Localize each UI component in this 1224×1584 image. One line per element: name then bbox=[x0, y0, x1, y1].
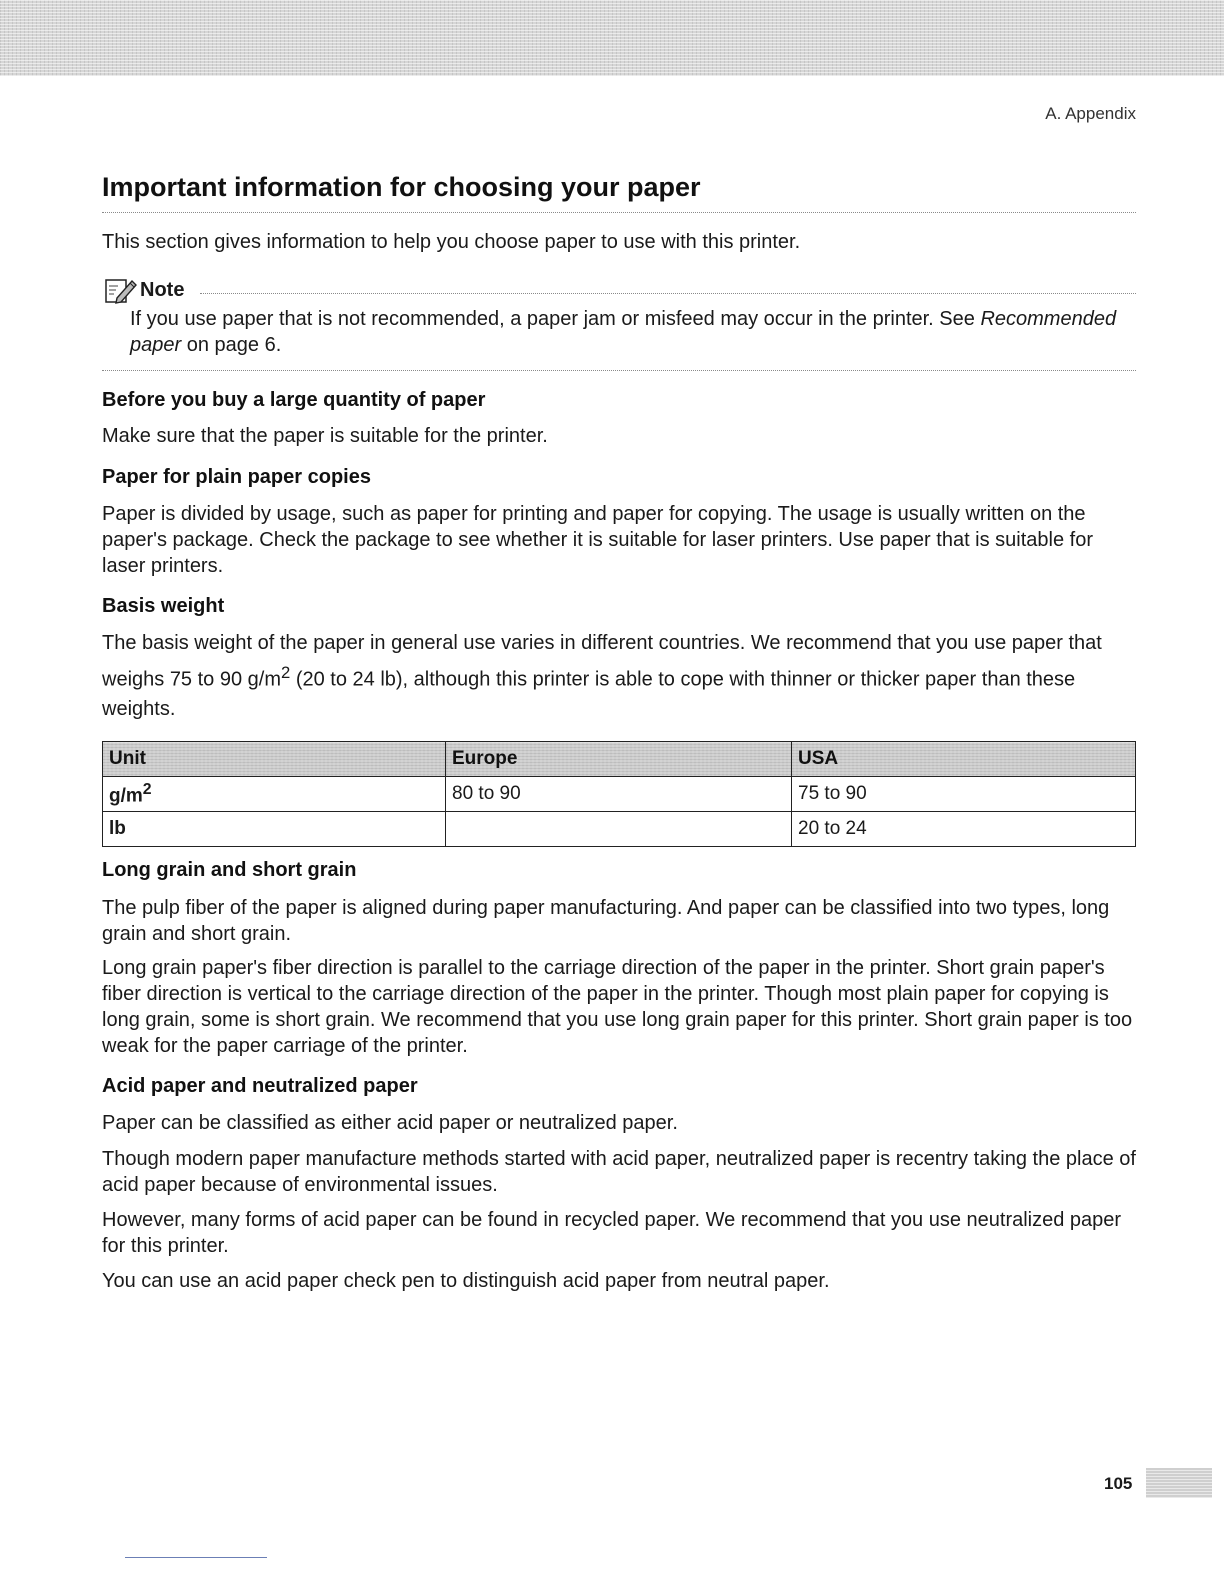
note-text-before: If you use paper that is not recommended, a paper jam or misfeed may occur in the printer. See bbox=[130, 308, 981, 330]
table-cell-unit: lb bbox=[103, 812, 446, 847]
table-cell-europe: 80 to 90 bbox=[446, 777, 792, 812]
acid-text-3: However, many forms of acid paper can be found in recycled paper. We recommend that you use neutralized paper for this printer. bbox=[102, 1209, 1122, 1257]
heading-buy: Before you buy a large quantity of paper bbox=[102, 389, 486, 411]
plain-paper-text: Paper is divided by usage, such as paper for printing and paper for copying. The usage is usually written on the paper's package. Check the package to see whether it is suitable for laser printers. Use paper that is suitable for laser printers. bbox=[102, 503, 1094, 577]
note-divider bbox=[200, 293, 1136, 294]
heading-grain: Long grain and short grain bbox=[102, 859, 357, 881]
footer-rule bbox=[125, 1557, 267, 1558]
note-pencil-icon bbox=[104, 276, 138, 304]
grain-text-2: Long grain paper's fiber direction is parallel to the carriage direction of the paper in the printer. Short grain paper's fiber direction is vertical to the carriage direction of the paper in the printer. Though most plain paper for copying is long grain, some is short grain. We recommend that you use long grain paper for this printer. Short grain paper is too weak for the paper carriage of the printer. bbox=[102, 957, 1133, 1057]
basis-text-1: The basis weight of the paper in general use varies in different countries. We recommend that you use paper that weighs 75 to 90 g/m bbox=[102, 632, 1102, 691]
note-end-divider bbox=[102, 370, 1136, 371]
table-row bbox=[103, 812, 1136, 847]
header-band bbox=[0, 0, 1224, 76]
table-header-row bbox=[103, 742, 1136, 777]
table-header-usa: USA bbox=[792, 742, 1136, 777]
table-cell-usa: 20 to 24 bbox=[792, 812, 1136, 847]
basis-superscript: 2 bbox=[281, 663, 291, 682]
grain-text-1: The pulp fiber of the paper is aligned during paper manufacturing. And paper can be classified into two types, long grain and short grain. bbox=[102, 897, 1110, 945]
table-header-europe: Europe bbox=[446, 742, 792, 777]
unit-gsm-superscript: 2 bbox=[142, 780, 152, 798]
page-title: Important information for choosing your paper bbox=[102, 172, 701, 202]
basis-weight-text bbox=[102, 629, 1136, 724]
table-cell-usa: 75 to 90 bbox=[792, 777, 1136, 812]
table-header-unit: Unit bbox=[103, 742, 446, 777]
unit-gsm: g/m bbox=[109, 785, 143, 807]
page-number: 105 bbox=[1104, 1474, 1133, 1493]
acid-text-4: You can use an acid paper check pen to distinguish acid paper from neutral paper. bbox=[102, 1270, 830, 1292]
heading-basis-weight: Basis weight bbox=[102, 595, 225, 617]
title-divider bbox=[102, 212, 1136, 213]
intro-text: This section gives information to help you choose paper to use with this printer. bbox=[102, 231, 801, 253]
heading-plain-paper: Paper for plain paper copies bbox=[102, 466, 371, 488]
recommended-paper-link[interactable]: Recommended paper bbox=[130, 308, 1117, 356]
note-label: Note bbox=[140, 278, 185, 301]
note-text bbox=[130, 306, 1130, 358]
heading-acid-paper: Acid paper and neutralized paper bbox=[102, 1075, 418, 1097]
acid-text-1: Paper can be classified as either acid paper or neutralized paper. bbox=[102, 1112, 678, 1134]
acid-text-2: Though modern paper manufacture methods started with acid paper, neutralized paper is recentry taking the place of acid paper because of environmental issues. bbox=[102, 1148, 1136, 1196]
buy-text: Make sure that the paper is suitable for the printer. bbox=[102, 425, 548, 447]
table-cell-europe bbox=[446, 812, 792, 847]
note-text-after: on page 6. bbox=[181, 334, 282, 356]
chapter-label: A. Appendix bbox=[1045, 104, 1136, 123]
basis-text-2: (20 to 24 lb), although this printer is able to cope with thinner or thicker paper than these weights. bbox=[102, 668, 1076, 720]
note-header bbox=[104, 276, 1136, 304]
table-cell-unit bbox=[103, 777, 446, 812]
page-tab-band bbox=[1146, 1468, 1212, 1498]
basis-weight-table bbox=[102, 741, 1136, 847]
table-row bbox=[103, 777, 1136, 812]
